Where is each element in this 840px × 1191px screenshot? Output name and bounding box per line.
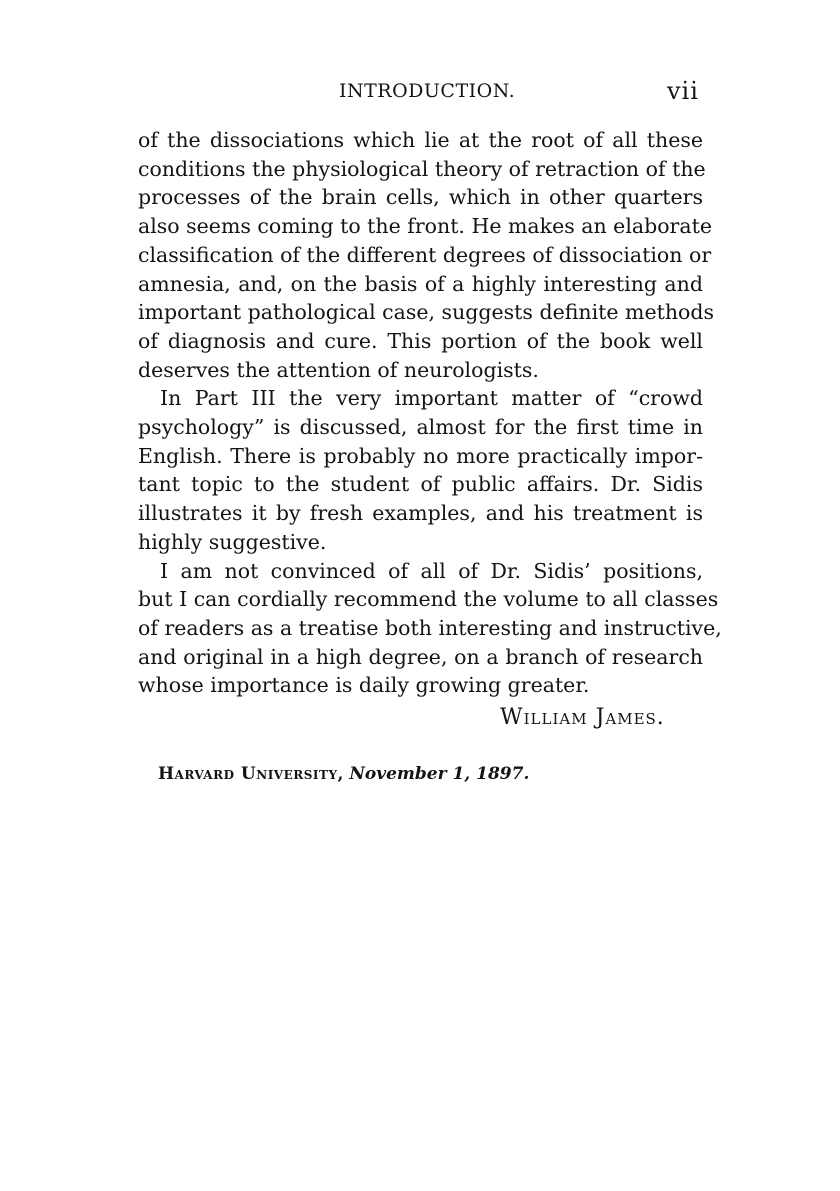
text-line: of diagnosis and cure. This portion of the book well: [138, 328, 703, 353]
text-line: important pathological case, suggests definite methods: [138, 300, 715, 325]
text-line: deserves the attention of neurologists.: [138, 357, 539, 382]
dateline-place: Harvard University,: [158, 764, 344, 784]
text-line: I am not convinced of all of Dr. Sidis’ positions,: [160, 558, 703, 583]
text-line: whose importance is daily growing greater.: [138, 673, 590, 698]
text-line: tant topic to the student of public affairs. Dr. Sidis: [138, 472, 703, 497]
dateline: [158, 764, 529, 784]
text-line: psychology” is discussed, almost for the first time in: [138, 415, 703, 440]
dateline-date: November 1, 1897.: [349, 764, 530, 784]
text-line: of readers as a treatise both interesting and instructive,: [138, 615, 722, 640]
paragraph-3: [138, 557, 722, 701]
body-text: [138, 126, 722, 700]
text-line: amnesia, and, on the basis of a highly interesting and: [138, 271, 703, 296]
paragraph-1: [138, 126, 715, 384]
text-line: illustrates it by fresh examples, and his treatment is: [138, 501, 703, 526]
text-line: of the dissociations which lie at the root of all these: [138, 128, 703, 152]
paragraph-2: [138, 384, 703, 556]
text-line: English. There is probably no more practically impor-: [138, 443, 703, 468]
text-line: and original in a high degree, on a branch of research: [138, 644, 703, 669]
text-line: also seems coming to the front. He makes an elaborate: [138, 214, 712, 239]
page-number: vii: [667, 77, 699, 105]
author-signature: William James.: [500, 705, 665, 730]
text-line: highly suggestive.: [138, 529, 327, 554]
text-line: classification of the different degrees of dissociation or: [138, 242, 712, 267]
text-line: conditions the physiological theory of retraction of the: [138, 156, 706, 181]
text-line: In Part III the very important matter of “crowd: [160, 386, 703, 411]
text-line: processes of the brain cells, which in other quarters: [138, 185, 703, 210]
text-line: but I can cordially recommend the volume to all classes: [138, 587, 719, 612]
running-head: INTRODUCTION.: [339, 80, 516, 102]
